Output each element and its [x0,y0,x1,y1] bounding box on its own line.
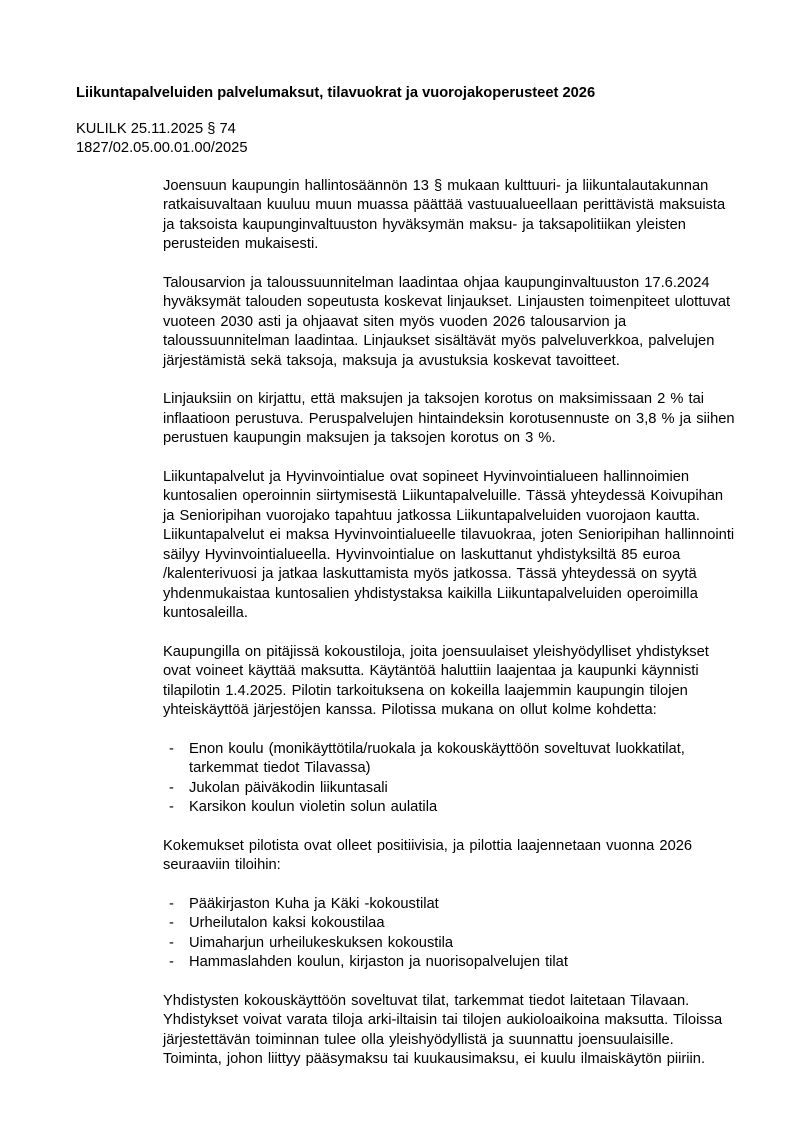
meta-reference: KULILK 25.11.2025 § 74 [76,120,236,137]
paragraph-gym-transfer: Liikuntapalvelut ja Hyvinvointialue ovat sopineet Hyvinvointialueen hallinnoimien kuntosalien operoinnin siirtymisestä Liikuntapalveluille. Tässä yhteydessä Koivupihan ja Senioripihan vuorojako tapahtuu jatkossa Liikuntapalveluiden vuorojaon kautta. Liikuntapalvelut ei maksa Hyvinvointialueelle tilavuokraa, joten Senioripihan hallinnointi säilyy Hyvinvointialueella. Hyvinvointialue on laskuttanut yhdistyksiltä 85 euroa /kalenterivuosi ja jatkaa laskuttamista myös jatkossa. Tässä yhteydessä on syytä yhdenmukaistaa kuntosalien yhdistystaksa kaikilla Liikuntapalveluiden operoimilla kuntosaleilla. [163,468,735,621]
list-item-text: Jukolan päiväkodin liikuntasali [189,779,388,796]
dash-marker: - [169,799,174,815]
paragraph-meeting-rooms-pilot: Kaupungilla on pitäjissä kokoustiloja, joita joensuulaiset yleishyödylliset yhdistykset ovat voineet käyttää maksutta. Käytäntöä haluttiin laajentaa ja kaupunki käynnisti tilapilotin 1.4.2025. Pilotin tarkoituksena on kokeilla laajemmin kaupungin tilojen yhteiskäyttöä järjestöjen kanssa. Pilotissa mukana on ollut kolme kohdetta: [163,643,709,718]
paragraph-mandate: Joensuun kaupungin hallintosäännön 13 § mukaan kulttuuri- ja liikuntalautakunnan ratkaisuvaltaan kuuluu muun muassa päättää vastuualueellaan perittävistä maksuista ja taksoista kaupunginvaltuuston hyväksymän maksu- ja taksapolitiikan yleisten perusteiden mukaisesti. [163,177,726,252]
pilot-sites-list [163,740,735,818]
document-body [163,177,735,1070]
list-item [163,740,735,779]
list-item [163,798,735,818]
list-item [163,914,735,934]
dash-marker: - [169,934,174,951]
dash-marker: - [169,915,174,931]
document-title: Liikuntapalveluiden palvelumaksut, tilavuokrat ja vuorojakoperusteet 2026 [76,85,596,101]
dash-marker: - [169,954,174,970]
list-item-text: Uimaharjun urheilukeskuksen kokoustila [189,934,454,951]
list-item-text: Karsikon koulun violetin solun aulatila [189,799,438,815]
dash-marker: - [169,895,174,912]
meta-case-number: 1827/02.05.00.01.00/2025 [76,140,248,156]
dash-marker: - [169,740,174,757]
list-item-text: Urheilutalon kaksi kokoustilaa [189,915,385,931]
paragraph-pilot-expansion: Kokemukset pilotista ovat olleet positiivisia, ja pilottia laajennetaan vuonna 2026 seuraaviin tiloihin: [163,837,693,873]
paragraph-fee-increase: Linjauksiin on kirjattu, että maksujen ja taksojen korotus on maksimissaan 2 % tai inflaatioon perustuva. Peruspalvelujen hintaindeksin korotusennuste on 3,8 % ja siihen perustuen kaupungin maksujen ja taksojen korotus on 3 %. [163,391,735,446]
list-item-text: Hammaslahden koulun, kirjaston ja nuorisopalvelujen tilat [189,954,568,970]
list-item [163,779,735,799]
list-item [163,934,735,954]
list-item [163,895,735,915]
paragraph-budget-guidelines: Talousarvion ja taloussuunnitelman laadintaa ohjaa kaupunginvaltuuston 17.6.2024 hyväksymät talouden sopeutusta koskevat linjaukset. Linjausten toimenpiteet ulottuvat vuoteen 2030 asti ja ohjaavat siten myös vuoden 2026 talousarvion ja taloussuunnitelman laadintaa. Linjaukset sisältävät myös palveluverkkoa, palvelujen järjestämistä sekä taksoja, maksuja ja avustuksia koskevat tavoitteet. [163,274,731,369]
meta-block [76,120,738,159]
paragraph-free-use-terms: Yhdistysten kokouskäyttöön soveltuvat tilat, tarkemmat tiedot laitetaan Tilavaan. Yhdistykset voivat varata tiloja arki-iltaisin tai tilojen aukioloaikoina maksutta. Tiloissa järjestettävän toiminnan tulee olla yleishyödyllistä ja suunnattu joensuulaisille. Toiminta, johon liittyy pääsymaksu tai kuukausimaksu, ei kuulu ilmaiskäytön piiriin. [163,992,723,1067]
list-item-text: Enon koulu (monikäyttötila/ruokala ja kokouskäyttöön soveltuvat luokkatilat, tarkemmat tiedot Tilavassa) [189,740,685,776]
dash-marker: - [169,779,174,796]
list-item-text: Pääkirjaston Kuha ja Käki -kokoustilat [189,895,439,912]
list-item [163,953,735,973]
expansion-sites-list [163,895,735,973]
